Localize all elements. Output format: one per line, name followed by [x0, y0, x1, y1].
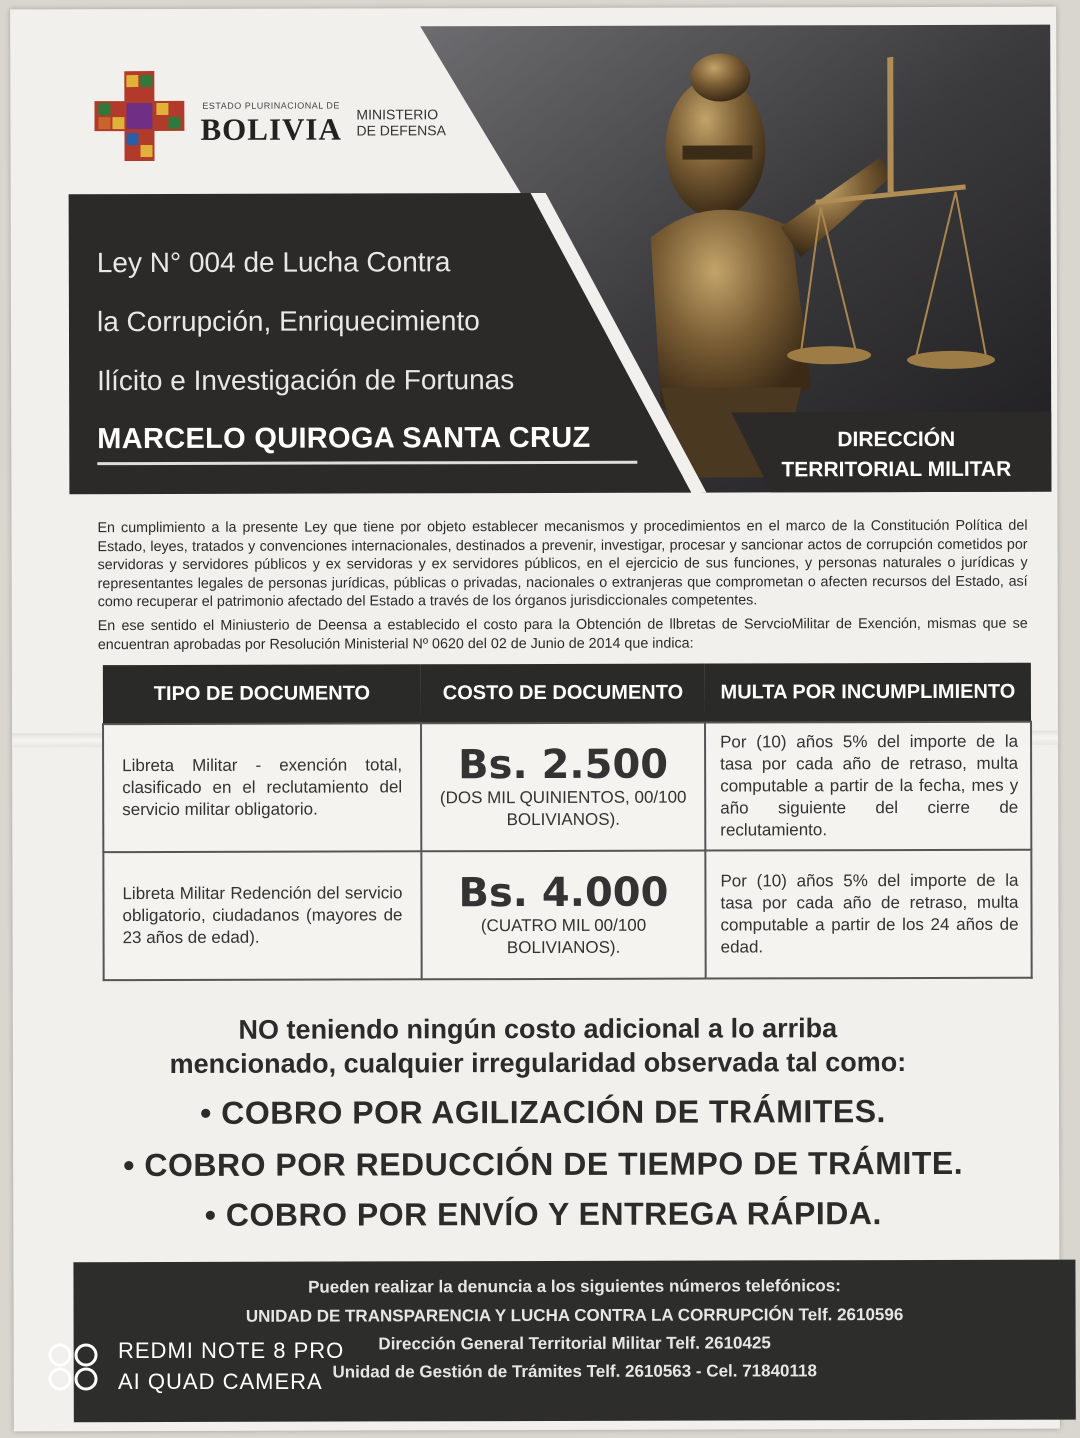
law-title-line-2: la Corrupción, Enriquecimiento	[96, 305, 480, 338]
direction-label	[751, 425, 1041, 486]
footer-intro: Pueden realizar la denuncia a los siguientes números telefónicos:	[308, 1276, 841, 1297]
row-cost	[421, 723, 705, 852]
cost-amount-words: (CUATRO MIL 00/100 BOLIVIANOS).	[480, 915, 647, 958]
intro-paragraph: En cumplimiento a la presente Ley que tiene por objeto establecer mecanismos y procedimientos en el marco de la Constitución Política del Estado, leyes, tratados y convenciones internacionales, destinados a prevenir, investigar, procesar y sancionar actos de corrupción cometidos por servidoras y servidores públicos y ex servidoras y ex servidores públicos, en el ejercicio de sus funciones, y personas naturales o jurídicas y representantes legales de personas jurídicas, públicas o privadas, nacionales o extranjeras que comprometan o afecten recursos del Estado, así como recuperar el patrimonio afectado del Estado a través de los órganos jurisdiccionales competentes.	[97, 517, 1028, 611]
bolivia-logo-icon	[94, 71, 184, 161]
law-title-line-1: Ley N° 004 de Lucha Contra	[96, 246, 451, 279]
warning-intro	[73, 1011, 1003, 1081]
table-header-row	[103, 663, 1031, 724]
camera-lens-icon	[46, 1342, 102, 1392]
warning-line-2: mencionado, cualquier irregularidad observada tal como:	[169, 1047, 907, 1079]
cost-paragraph: En ese sentido el Miniusterio de Deensa a establecido el costo para la Obtención de llbretas de ServcioMilitar de Exención, mismas que se encuentran aprobadas por Resolución Ministerial Nº 0620 del 02 de Junio de 2014 que indica:	[97, 615, 1028, 653]
ministry-line-1: MINISTERIO	[356, 106, 439, 123]
row-doc: Libreta Militar - exención total, clasificado en el reclutamiento del servicio militar obligatorio.	[103, 723, 421, 852]
row-penalty: Por (10) años 5% del importe de la tasa por cada año de retraso, multa computable a partir de los 24 años de edad.	[705, 850, 1031, 979]
country-name: BOLIVIA	[200, 111, 342, 147]
estado-label: ESTADO PLURINACIONAL DE	[202, 100, 340, 111]
footer-contact-line: Unidad de Gestión de Trámites Telf. 2610563 - Cel. 71840118	[332, 1361, 817, 1382]
warning-line-1: NO teniendo ningún costo adicional a lo arriba	[238, 1013, 838, 1045]
law-name: MARCELO QUIROGA SANTA CRUZ	[97, 421, 591, 456]
warning-bullet: • COBRO POR AGILIZACIÓN DE TRÁMITES.	[200, 1093, 886, 1131]
direction-line-2: TERRITORIAL MILITAR	[781, 457, 1012, 482]
footer-contact-line: UNIDAD DE TRANSPARENCIA Y LUCHA CONTRA LA CORRUPCIÓN Telf. 2610596	[245, 1305, 904, 1326]
warning-bullet: • COBRO POR REDUCCIÓN DE TIEMPO DE TRÁMITE.	[123, 1144, 964, 1184]
table-row	[103, 722, 1031, 852]
warning-bullet: • COBRO POR ENVÍO Y ENTREGA RÁPIDA.	[204, 1195, 882, 1233]
row-cost	[421, 851, 705, 980]
direction-line-1: DIRECCIÓN	[837, 427, 956, 452]
table-row	[103, 850, 1031, 980]
ministry-line-2: DE DEFENSA	[356, 122, 446, 139]
law-title-line-3: Ilícito e Investigación de Fortunas	[97, 364, 515, 397]
cost-amount-words: (DOS MIL QUINIENTOS, 00/100 BOLIVIANOS).	[439, 787, 687, 830]
footer-contact-line: Dirección General Territorial Militar Telf. 2610425	[378, 1333, 771, 1354]
fees-table	[102, 663, 1033, 981]
header-doc-cost: COSTO DE DOCUMENTO	[421, 664, 705, 724]
flyer-sheet	[10, 7, 1060, 1432]
header-doc-type: TIPO DE DOCUMENTO	[103, 664, 421, 724]
ministry-name	[356, 106, 446, 138]
header-penalty: MULTA POR INCUMPLIMIENTO	[705, 663, 1031, 723]
row-penalty: Por (10) años 5% del importe de la tasa por cada año de retraso, multa computable a partir de la fecha, mes y año siguiente del cierre de reclutamiento.	[705, 722, 1031, 851]
row-doc: Libreta Militar Redención del servicio obligatorio, ciudadanos (mayores de 23 años de edad).	[103, 851, 421, 980]
cost-amount: Bs. 4.000	[458, 869, 669, 917]
camera-watermark	[46, 1336, 366, 1400]
camera-subtitle: AI QUAD CAMERA	[118, 1369, 323, 1394]
cost-amount: Bs. 2.500	[458, 741, 669, 789]
camera-model: REDMI NOTE 8 PRO	[118, 1338, 345, 1363]
